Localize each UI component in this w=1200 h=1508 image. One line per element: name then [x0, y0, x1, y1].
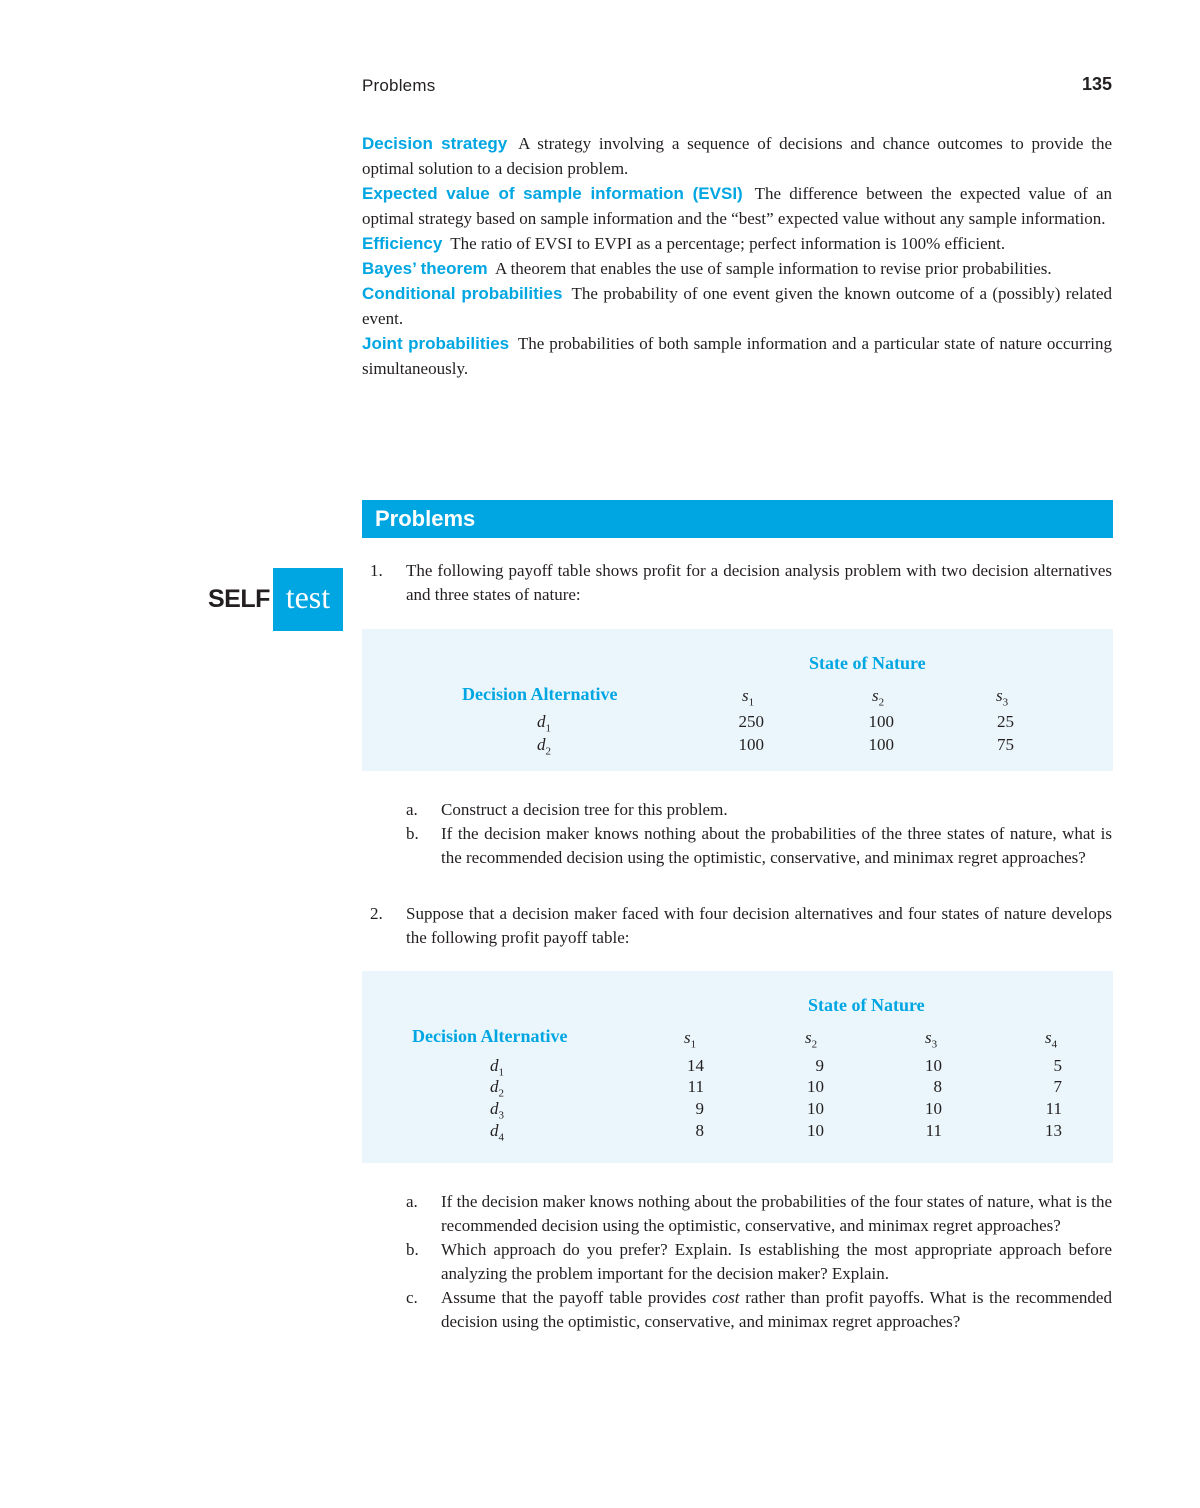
- row-label: $d_2$: [490, 1077, 504, 1100]
- problem-text: Suppose that a decision maker faced with four decision alternatives and four states of nature develops the following profit payoff table:: [406, 904, 1112, 947]
- problem-number: 1.: [370, 561, 383, 580]
- list-item: a. Construct a decision tree for this problem.: [406, 800, 728, 819]
- table-cell: 5: [1053, 1056, 1062, 1075]
- glossary-entry: [362, 331, 1112, 381]
- table-cell: 11: [925, 1121, 942, 1140]
- table-cell: 14: [687, 1056, 704, 1075]
- glossary-term: Joint probabilities: [362, 334, 510, 353]
- list-item: c. Assume that the payoff table provides cost rather than profit payoffs. What is the recommended decision using the optimistic, conservative, and minimax regret approaches?: [406, 1288, 1112, 1331]
- table-cell: 7: [1053, 1077, 1062, 1096]
- list-item: a. If the decision maker knows nothing about the probabilities of the four states of nature, what is the recommended decision using the optimistic, conservative, and minimax regret approaches?: [406, 1192, 1112, 1235]
- table-cell: 10: [925, 1056, 942, 1075]
- column-header: $s_2$: [872, 686, 885, 709]
- running-header: Problems: [362, 76, 436, 95]
- column-header: $s_1$: [742, 686, 755, 709]
- self-label: SELF: [208, 585, 270, 613]
- glossary-term: Bayes’ theorem: [362, 259, 488, 278]
- column-header: $s_3$: [996, 686, 1009, 709]
- list-item: b. If the decision maker knows nothing about the probabilities of the three states of nature, what is the recommended decision using the optimistic, conservative, and minimax regret approaches?: [406, 824, 1112, 867]
- decision-alternative-header: Decision Alternative: [462, 684, 618, 704]
- row-label: $d_1$: [490, 1056, 504, 1079]
- glossary-term: Conditional probabilities: [362, 284, 563, 303]
- row-label: $d_4$: [490, 1121, 504, 1144]
- problem-2: [362, 902, 1112, 950]
- glossary-term: Decision strategy: [362, 134, 508, 153]
- table-cell: 11: [1045, 1099, 1062, 1118]
- table-cell: 75: [997, 735, 1014, 754]
- table-cell: 100: [868, 712, 894, 731]
- section-title: Problems: [362, 500, 1113, 538]
- payoff-table-2: [362, 971, 1113, 1163]
- glossary-definition: A theorem that enables the use of sample information to revise prior probabilities.: [495, 259, 1052, 278]
- problem-1-items: [362, 798, 1112, 870]
- page-number: 135: [1081, 74, 1112, 94]
- glossary-entry: [362, 256, 1112, 281]
- problem-2-items: [362, 1190, 1112, 1334]
- problem-1: [362, 559, 1112, 607]
- table-cell: 10: [807, 1121, 824, 1140]
- table-cell: 8: [933, 1077, 942, 1096]
- self-test-badge: [208, 568, 343, 631]
- glossary-term: Expected value of sample information (EVSI): [362, 184, 743, 203]
- state-of-nature-header: State of Nature: [809, 653, 926, 673]
- list-item: b. Which approach do you prefer? Explain. Is establishing the most appropriate approach before analyzing the problem important for the decision maker? Explain.: [406, 1240, 1112, 1283]
- test-label: test: [273, 568, 343, 631]
- glossary-definition: The probability of one event given the known outcome of a (possibly) related event.: [362, 284, 1113, 328]
- table-cell: 100: [738, 735, 764, 754]
- decision-alternative-header: Decision Alternative: [412, 1026, 568, 1046]
- table-cell: 8: [695, 1121, 704, 1140]
- column-header: $s_4$: [1045, 1028, 1058, 1051]
- row-label: $d_3$: [490, 1099, 504, 1122]
- table-cell: 10: [807, 1077, 824, 1096]
- glossary-term: Efficiency: [362, 234, 443, 253]
- table-cell: 10: [807, 1099, 824, 1118]
- table-cell: 100: [868, 735, 894, 754]
- glossary-definition: The difference between the expected value of an optimal strategy based on sample information and the “best” expected value without any sample information.: [362, 184, 1112, 228]
- table-cell: 10: [925, 1099, 942, 1118]
- state-of-nature-header: State of Nature: [808, 995, 925, 1015]
- payoff-table-1: [362, 629, 1113, 771]
- table-cell: 9: [695, 1099, 704, 1118]
- table-cell: 11: [687, 1077, 704, 1096]
- row-label: $d_1$: [537, 712, 551, 735]
- glossary-entry: [362, 131, 1112, 181]
- table-cell: 250: [738, 712, 764, 731]
- table-cell: 9: [815, 1056, 824, 1075]
- column-header: $s_2$: [805, 1028, 818, 1051]
- table-cell: 13: [1045, 1121, 1062, 1140]
- table-cell: 25: [997, 712, 1014, 731]
- problem-number: 2.: [370, 904, 383, 923]
- glossary-definition: The probabilities of both sample information and a particular state of nature occurring simultaneously.: [362, 334, 1112, 378]
- glossary: [362, 131, 1112, 381]
- column-header: $s_1$: [684, 1028, 697, 1051]
- emphasis: cost: [712, 1288, 740, 1307]
- glossary-entry: [362, 231, 1112, 256]
- column-header: $s_3$: [925, 1028, 938, 1051]
- glossary-entry: [362, 181, 1112, 231]
- glossary-definition: A strategy involving a sequence of decisions and chance outcomes to provide the optimal solution to a decision problem.: [362, 134, 1112, 178]
- problem-text: The following payoff table shows profit for a decision analysis problem with two decision alternatives and three states of nature:: [406, 561, 1112, 604]
- glossary-definition: The ratio of EVSI to EVPI as a percentage; perfect information is 100% efficient.: [450, 234, 1006, 253]
- row-label: $d_2$: [537, 735, 551, 758]
- glossary-entry: [362, 281, 1112, 331]
